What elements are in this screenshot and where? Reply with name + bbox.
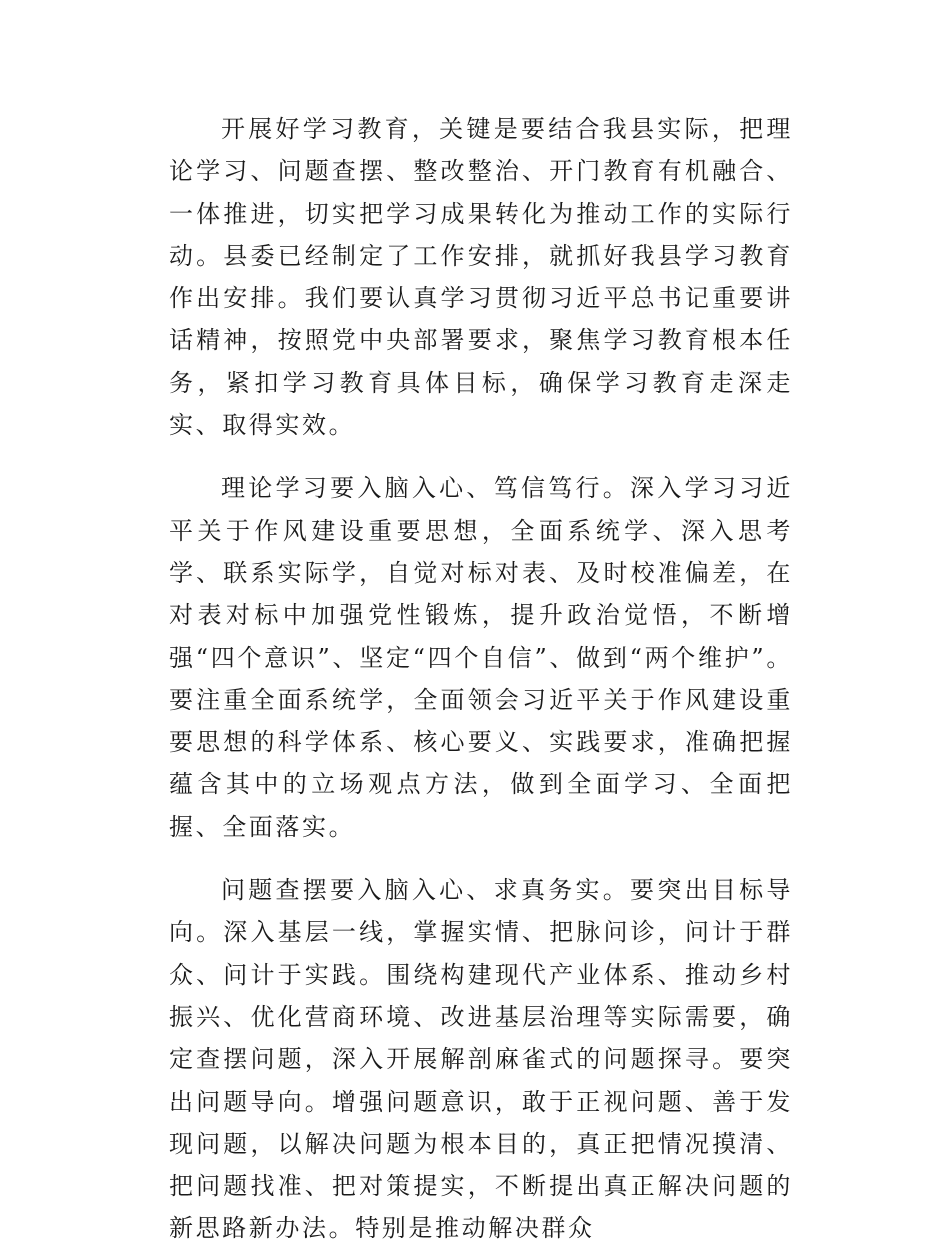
paragraph-1: 开展好学习教育，关键是要结合我县实际，把理论学习、问题查摆、整改整治、开门教育有机融合、一体推进，切实把学习成果转化为推动工作的实际行动。县委已经制定了工作安排，就抓好我县学习教育作出安排。我们要认真学习贯彻习近平总书记重要讲话精神，按照党中央部署要求，聚焦学习教育根本任务，紧扣学习教育具体目标，确保学习教育走深走实、取得实效。	[169, 115, 793, 440]
paragraph-2: 理论学习要入脑入心、笃信笃行。深入学习习近平关于作风建设重要思想，全面系统学、深入思考学、联系实际学，自觉对标对表、及时校准偏差，在对表对标中加强党性锻炼，提升政治觉悟，不断增强“四个意识”、坚定“四个自信”、做到“两个维护”。要注重全面系统学，全面领会习近平关于作风建设重要思想的科学体系、核心要义、实践要求，准确把握蕴含其中的立场观点方法，做到全面学习、全面把握、全面落实。	[169, 474, 793, 841]
paragraph-3: 问题查摆要入脑入心、求真务实。要突出目标导向。深入基层一线，掌握实情、把脉问诊，问计于群众、问计于实践。围绕构建现代产业体系、推动乡村振兴、优化营商环境、改进基层治理等实际需要，确定查摆问题，深入开展解剖麻雀式的问题探寻。要突出问题导向。增强问题意识，敢于正视问题、善于发现问题，以解决问题为根本目的，真正把情况摸清、把问题找准、把对策提实，不断提出真正解决问题的新思路新办法。特别是推动解决群众	[169, 876, 793, 1243]
